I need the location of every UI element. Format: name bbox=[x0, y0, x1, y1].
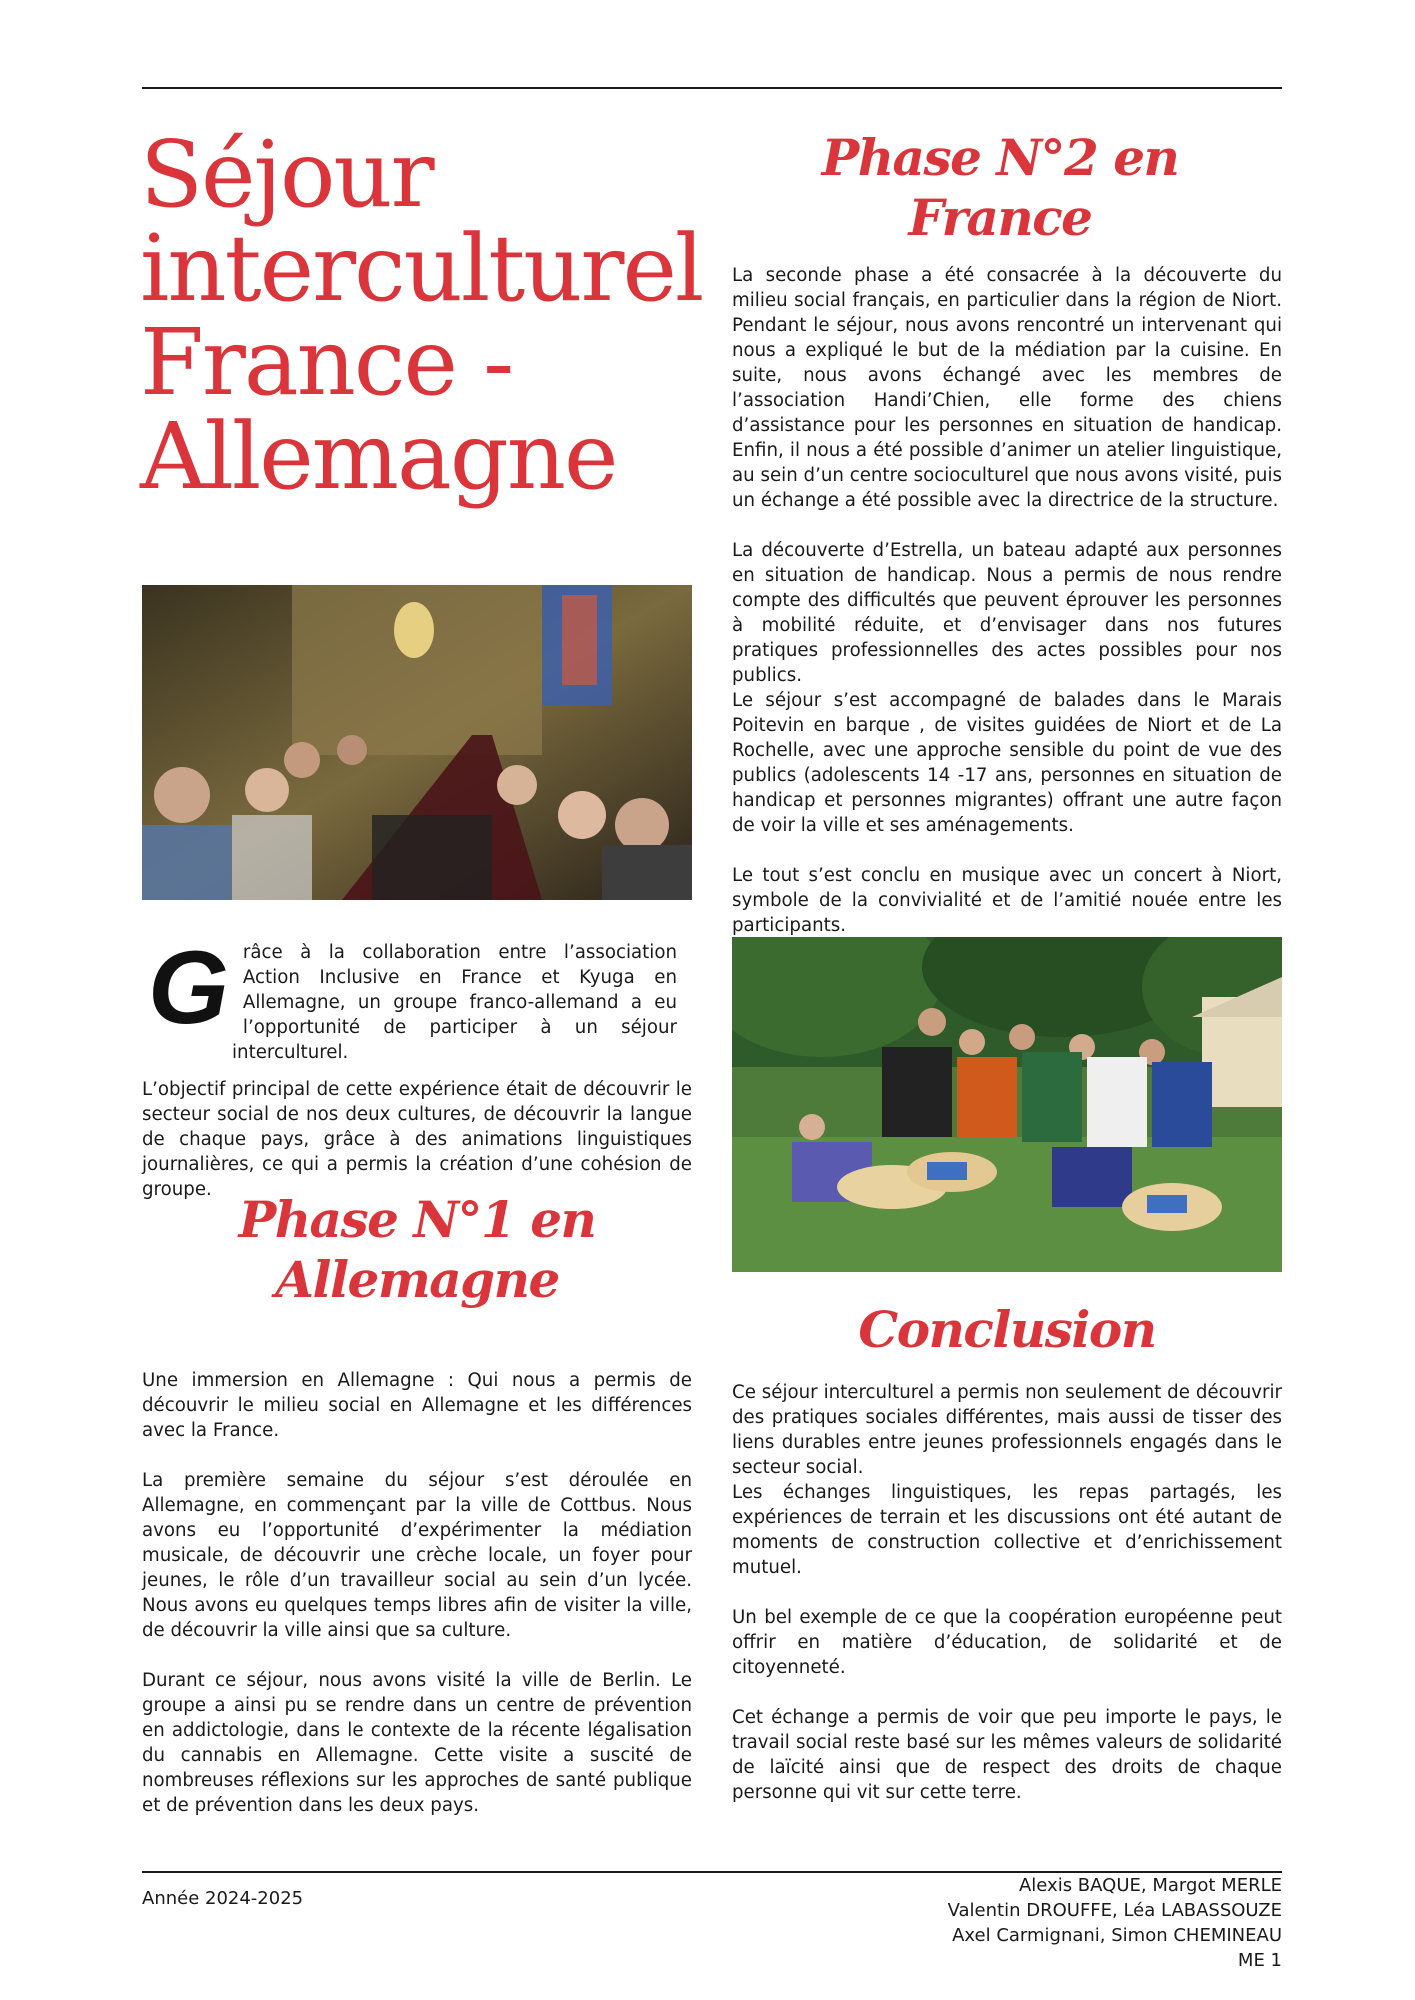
page-title bbox=[140, 121, 740, 510]
conclusion-paragraph: Ce séjour interculturel a permis non seulement de découvrir des pratiques sociales différentes, mais aussi de tisser des liens durables entre jeunes professionnels engagés dans le secteur social. bbox=[732, 1382, 1282, 1478]
author-line: Axel Carmignani, Simon CHEMINEAU bbox=[952, 1925, 1282, 1946]
heading-line: Phase N°1 en bbox=[238, 1190, 596, 1249]
restaurant-group-photo bbox=[142, 585, 692, 900]
conclusion-text bbox=[732, 1380, 1282, 1805]
title-line: Séjour bbox=[140, 121, 433, 228]
intro-lead: râce à la collaboration entre l’association Action Inclusive en France et Kyuga en Allemagne, un groupe franco-allemand a eu l’opportunité de participer à un séjour interculturel. bbox=[232, 942, 677, 1063]
title-line: interculturel bbox=[140, 215, 703, 322]
phase2-paragraph: Le tout s’est conclu en musique avec un concert à Niort, symbole de la convivialité et de l’amitié nouée entre les participants. bbox=[732, 865, 1282, 936]
phase1-paragraph: Une immersion en Allemagne : Qui nous a permis de découvrir le milieu social en Allemagne et les différences avec la France. bbox=[142, 1370, 692, 1441]
footer-authors bbox=[948, 1873, 1282, 1973]
intro-text bbox=[142, 930, 692, 1202]
phase1-heading bbox=[142, 1190, 692, 1310]
intro-objective: L’objectif principal de cette expérience était de découvrir le secteur social de nos deux cultures, de découvrir la langue de chaque pays, grâce à des animations linguistiques journalières, ce qui a permis la création d’une cohésion de groupe. bbox=[142, 1079, 692, 1200]
phase1-paragraph: La première semaine du séjour s’est déroulée en Allemagne, en commençant par la ville de Cottbus. Nous avons eu l’opportunité d’expérimenter la médiation musicale, de découvrir une crèche locale, un foyer pour jeunes, le rôle d’un travailleur social au sein d’un lycée. Nous avons eu quelques temps libres afin de visiter la ville, de découvrir la ville ainsi que sa culture. bbox=[142, 1470, 692, 1641]
top-rule bbox=[142, 87, 1282, 89]
heading-line: Phase N°2 en bbox=[821, 128, 1179, 187]
phase2-paragraph: La découverte d’Estrella, un bateau adapté aux personnes en situation de handicap. Nous a permis de nous rendre compte des difficultés que peuvent éprouver les personnes à mobilité réduite, et d’envisager dans nos futures pratiques professionnelles des actes possibles pour nos publics. bbox=[732, 540, 1282, 686]
footer-year: Année 2024-2025 bbox=[142, 1888, 304, 1909]
author-line: Alexis BAQUE, Margot MERLE bbox=[1018, 1875, 1282, 1896]
phase1-paragraph: Durant ce séjour, nous avons visité la ville de Berlin. Le groupe a ainsi pu se rendre dans un centre de prévention en addictologie, dans le contexte de la récente légalisation du cannabis en Allemagne. Cette visite a suscité de nombreuses réflexions sur les approches de santé publique et de prévention dans les deux pays. bbox=[142, 1670, 692, 1816]
heading-line: France bbox=[908, 188, 1092, 247]
phase1-text bbox=[142, 1368, 692, 1818]
conclusion-paragraph: Cet échange a permis de voir que peu importe le pays, le travail social reste basé sur les mêmes valeurs de solidarité de laïcité ainsi que de respect des droits de chaque personne qui vit sur cette terre. bbox=[732, 1707, 1282, 1803]
phase2-heading bbox=[700, 128, 1300, 248]
phase2-paragraph: La seconde phase a été consacrée à la découverte du milieu social français, en particulier dans la région de Niort. Pendant le séjour, nous avons rencontré un intervenant qui nous a expliqué le but de la médiation par la cuisine. En suite, nous avons échangé avec les membres de l’association Handi’Chien, elle forme des chiens d’assistance pour les personnes en situation de handicap. Enfin, il nous a été possible d’animer un atelier linguistique, au sein d’un centre socioculturel que nous avons visité, puis un échange a été possible avec la directrice de la structure. bbox=[732, 265, 1282, 511]
title-line: France - bbox=[140, 309, 513, 416]
outdoor-group-photo bbox=[732, 937, 1282, 1272]
heading-line: Allemagne bbox=[275, 1250, 559, 1309]
drop-cap: G bbox=[148, 930, 229, 1046]
phase2-paragraph: Le séjour s’est accompagné de balades dans le Marais Poitevin en barque , de visites guidées de Niort et de La Rochelle, avec une approche sensible du point de vue des publics (adolescents 14 -17 ans, personnes en situation de handicap et personnes migrantes) offrant une autre façon de voir la ville et ses aménagements. bbox=[732, 690, 1282, 836]
conclusion-paragraph: Les échanges linguistiques, les repas partagés, les expériences de terrain et les discussions ont été autant de moments de construction collective et d’enrichissement mutuel. bbox=[732, 1482, 1282, 1578]
conclusion-heading: Conclusion bbox=[858, 1300, 1156, 1359]
title-line: Allemagne bbox=[140, 403, 617, 510]
phase2-text bbox=[732, 263, 1282, 938]
class-label: ME 1 bbox=[1237, 1950, 1282, 1971]
conclusion-paragraph: Un bel exemple de ce que la coopération européenne peut offrir en matière d’éducation, de solidarité et de citoyenneté. bbox=[732, 1607, 1282, 1678]
author-line: Valentin DROUFFE, Léa LABASSOUZE bbox=[947, 1900, 1282, 1921]
